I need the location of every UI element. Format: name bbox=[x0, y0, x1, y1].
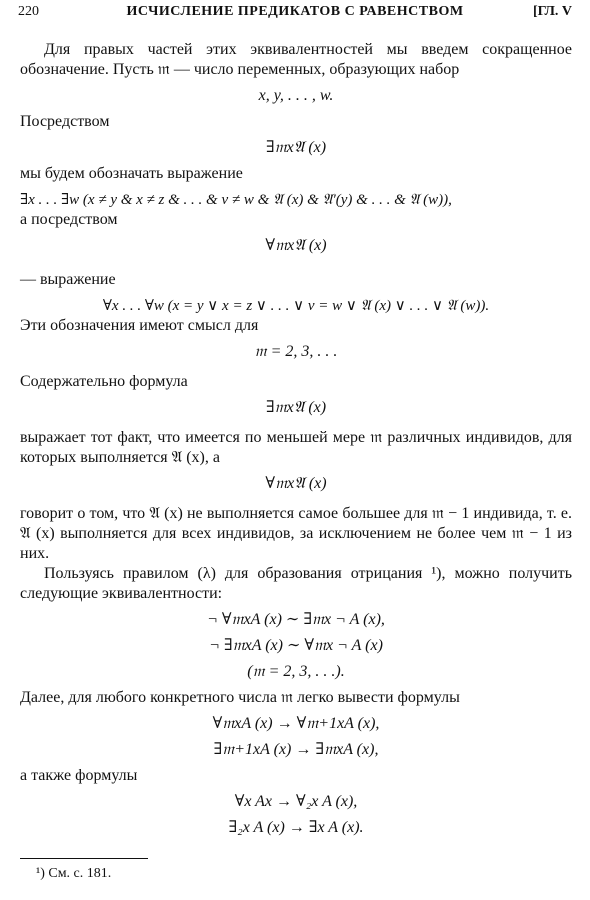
formula: ∃𝔪x𝔄 (x) bbox=[265, 139, 327, 156]
paragraph: — выражение bbox=[20, 271, 116, 288]
formula: ∀x . . . ∀w (x = y ∨ x = z ∨ . . . ∨ v = w ∨ 𝔄 (x) ∨ . . . ∨ 𝔄 (w)). bbox=[102, 298, 490, 314]
footnote: ¹) См. с. 181. bbox=[36, 866, 112, 881]
paragraph: Эти обозначения имеют смысл для bbox=[20, 317, 259, 334]
paragraph: Для правых частей этих эквивалентностей мы введем сокращенное обозначение. Пусть 𝔪 — число переменных, образующих набор bbox=[20, 41, 572, 78]
chapter-label: [ГЛ. V bbox=[533, 4, 572, 19]
formula: ¬ ∀𝔪xA (x) ∼ ∃𝔪x ¬ A (x), bbox=[207, 611, 385, 628]
formula: ¬ ∃𝔪xA (x) ∼ ∀𝔪x ¬ A (x) bbox=[209, 637, 383, 654]
formula: ∀𝔪x𝔄 (x) bbox=[265, 237, 327, 254]
paragraph: Пользуясь правилом (λ) для образования отрицания ¹), можно получить следующие эквивалентности: bbox=[20, 565, 572, 602]
running-header bbox=[18, 4, 572, 26]
running-title: ИСЧИСЛЕНИЕ ПРЕДИКАТОВ С РАВЕНСТВОМ bbox=[126, 4, 464, 19]
formula: ∀𝔪xA (x) → ∀𝔪+1xA (x), bbox=[212, 715, 380, 732]
formula: (𝔪 = 2, 3, . . .). bbox=[247, 663, 345, 680]
page-body bbox=[20, 40, 572, 838]
formula: ∃₂x A (x) → ∃x A (x). bbox=[228, 819, 364, 836]
formula: x, y, . . . , w. bbox=[258, 87, 334, 104]
paragraph: а посредством bbox=[20, 211, 118, 228]
paragraph: выражает тот факт, что имеется по меньшей мере 𝔪 различных индивидов, для которых выполняется 𝔄 (x), а bbox=[20, 429, 572, 466]
formula: 𝔪 = 2, 3, . . . bbox=[254, 343, 338, 360]
paragraph: Содержательно формула bbox=[20, 373, 188, 390]
paragraph: а также формулы bbox=[20, 767, 138, 784]
paragraph: Далее, для любого конкретного числа 𝔪 легко вывести формулы bbox=[20, 689, 460, 706]
page-number: 220 bbox=[18, 4, 39, 19]
formula: ∀𝔪x𝔄 (x) bbox=[265, 475, 327, 492]
paragraph: Посредством bbox=[20, 113, 110, 130]
formula: ∃𝔪+1xA (x) → ∃𝔪xA (x), bbox=[213, 741, 379, 758]
formula: ∃x . . . ∃w (x ≠ y & x ≠ z & . . . & v ≠ w & 𝔄 (x) & 𝔄′(y) & . . . & 𝔄 (w)), bbox=[20, 192, 452, 208]
paragraph: мы будем обозначать выражение bbox=[20, 165, 243, 182]
paragraph: говорит о том, что 𝔄 (x) не выполняется самое большее для 𝔪 − 1 индивида, т. е. 𝔄 (x) выполняется для всех индивидов, за исключением не более чем 𝔪 − 1 из них. bbox=[20, 505, 572, 562]
formula: ∃𝔪x𝔄 (x) bbox=[265, 399, 327, 416]
formula: ∀x Ax → ∀₂x A (x), bbox=[234, 793, 358, 810]
footnote-rule bbox=[20, 858, 148, 859]
